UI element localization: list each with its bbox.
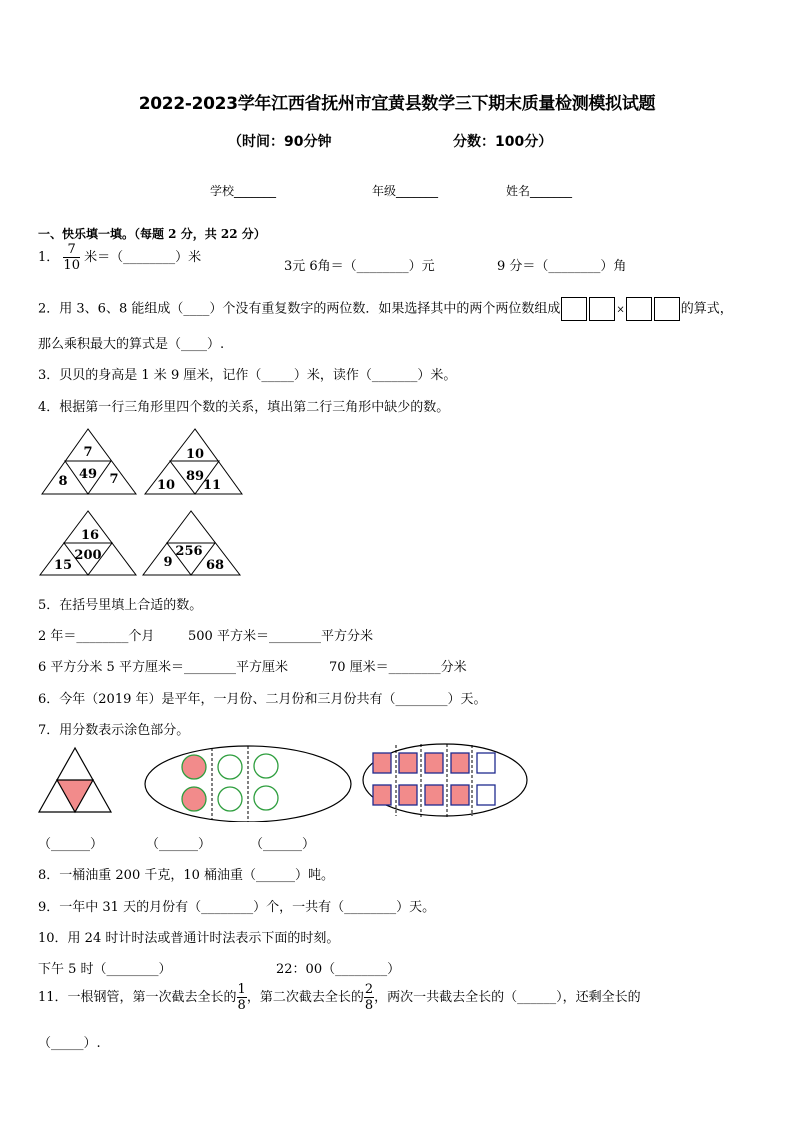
grade-field[interactable]: 年级_______ [372, 184, 439, 198]
question-5: 5．在括号里填上合适的数。 [38, 598, 203, 613]
circles-ellipse-figure [145, 746, 351, 822]
triangle-4-left: 9 [163, 555, 173, 570]
question-5-c: 6 平方分米 5 平方厘米＝________平方厘米 [38, 660, 288, 675]
question-11-line-2: （_____）. [38, 1036, 101, 1051]
question-4: 4．根据第一行三角形里四个数的关系，填出第二行三角形中缺少的数。 [38, 400, 450, 415]
triangle-3-mid: 200 [74, 548, 102, 563]
triangle-2-right: 11 [202, 478, 222, 493]
question-1-part-a: 米＝（________）米 [84, 250, 202, 265]
digit-box[interactable] [561, 297, 587, 321]
answer-blank-3[interactable]: （______） [250, 837, 316, 852]
school-field[interactable]: 学校_______ [210, 184, 277, 198]
section-heading: 一、快乐填一填。（每题 2 分，共 22 分） [38, 227, 266, 241]
question-10: 10．用 24 时计时法或普通计时法表示下面的时刻。 [38, 931, 340, 946]
answer-blank-2[interactable]: （______） [146, 837, 212, 852]
triangle-1-left: 8 [58, 474, 68, 489]
fraction: $\frac{2}{8}$ [364, 982, 374, 1013]
triangle-4-right: 68 [205, 558, 225, 573]
name-field[interactable]: 姓名_______ [506, 184, 573, 198]
question-1-part-c: 9 分＝（________）角 [497, 259, 627, 274]
question-11-part-2: ，第二次截去全长的 [246, 990, 364, 1005]
question-5-d: 70 厘米＝________分米 [329, 660, 467, 675]
triangle-1-mid: 49 [78, 467, 98, 482]
times-sign: × [616, 304, 625, 316]
fraction: $\frac{7}{10}$ [63, 242, 80, 273]
time-limit: （时间：90分钟 [228, 134, 332, 150]
question-5-a: 2 年＝________个月 [38, 629, 155, 644]
digit-box[interactable] [654, 297, 680, 321]
question-number: 1． [38, 250, 60, 265]
answer-blank-1[interactable]: （______） [38, 837, 104, 852]
triangle-1-top: 7 [83, 445, 93, 460]
question-11-part-3: ，两次一共截去全长的（______），还剩全长的 [374, 990, 641, 1005]
digit-box[interactable] [626, 297, 652, 321]
question-7: 7．用分数表示涂色部分。 [38, 723, 190, 738]
page-title: 2022-2023学年江西省抚州市宜黄县数学三下期末质量检测模拟试题 [138, 94, 656, 114]
question-11 [38, 982, 641, 1013]
question-8: 8．一桶油重 200 千克，10 桶油重（______）吨。 [38, 868, 335, 883]
question-3: 3．贝贝的身高是 1 米 9 厘米，记作（_____）米，读作（_______）米。 [38, 368, 457, 383]
question-10-a: 下午 5 时（________） [38, 962, 172, 977]
fraction-figures [36, 742, 528, 822]
fraction: $\frac{1}{8}$ [237, 982, 246, 1013]
shaded-triangle-figure [39, 748, 111, 812]
triangle-4-mid: 256 [175, 544, 203, 559]
question-5-b: 500 平方米＝________平方分米 [188, 629, 373, 644]
question-1 [38, 242, 201, 273]
triangle-1-right: 7 [109, 472, 119, 487]
triangle-3-top: 16 [80, 528, 100, 543]
question-2-text: 2．用 3、6、8 能组成（____）个没有重复数字的两位数．如果选择其中的两个两位数组成 [38, 301, 561, 317]
question-1-part-b: 3元 6角＝（________）元 [284, 259, 435, 274]
triangle-2-mid: 89 [185, 469, 205, 484]
question-9: 9．一年中 31 天的月份有（________）个，一共有（________）天。 [38, 900, 436, 915]
triangle-2-left: 10 [156, 478, 176, 493]
squares-ellipse-figure [363, 744, 527, 817]
triangle-puzzles [36, 425, 256, 585]
triangle-2-top: 10 [185, 447, 205, 462]
total-score: 分数：100分） [453, 134, 553, 150]
question-2 [38, 297, 733, 321]
question-2-line-2: 那么乘积最大的算式是（____）. [38, 337, 225, 352]
question-10-b: 22：00（________） [276, 962, 401, 977]
question-6: 6．今年（2019 年）是平年，一月份、二月份和三月份共有（________）天。 [38, 692, 487, 707]
digit-box[interactable] [589, 297, 615, 321]
triangle-3-left: 15 [53, 558, 73, 573]
question-11-part-1: 11．一根钢管，第一次截去全长的 [38, 990, 237, 1005]
question-2-tail: 的算式， [680, 301, 733, 317]
